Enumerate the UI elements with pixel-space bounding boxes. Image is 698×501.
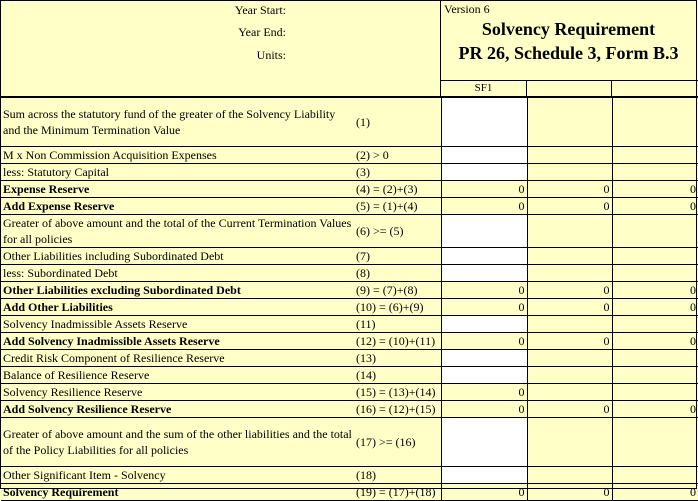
value-cell-col3: 0 [612, 299, 698, 316]
value-cell-col2 [527, 98, 612, 147]
row-description: Greater of above amount and the sum of the other liabilities and the total of the Policy Liabilities for all policies [1, 418, 354, 467]
value-cell-col3: 0 [612, 181, 698, 198]
header-title-panel [441, 1, 698, 81]
value-cell-col1[interactable] [441, 367, 527, 384]
value-cell-col3 [612, 467, 698, 484]
value-cell-col3 [612, 384, 698, 401]
row-formula: (6) >= (5) [354, 215, 441, 248]
header-info-panel [1, 1, 441, 97]
value-cell-col2 [527, 384, 612, 401]
row-formula: (17) >= (16) [354, 418, 441, 467]
table-row [1, 147, 698, 164]
value-cell-col2: 0 [527, 181, 612, 198]
table-row [1, 384, 698, 401]
row-formula: (12) = (10)+(11) [354, 333, 441, 350]
row-description: Expense Reserve [1, 181, 354, 198]
table-row [1, 367, 698, 384]
table-row [1, 98, 698, 147]
row-description: M x Non Commission Acquisition Expenses [1, 147, 354, 164]
column-header-sf1: SF1 [441, 81, 527, 97]
value-cell-col1[interactable] [441, 215, 527, 248]
table-row [1, 198, 698, 215]
value-cell-col3 [612, 265, 698, 282]
table-row [1, 265, 698, 282]
value-cell-col2 [527, 467, 612, 484]
version-label: Version 6 [444, 2, 490, 16]
row-description: Add Expense Reserve [1, 198, 354, 215]
row-formula: (16) = (12)+(15) [354, 401, 441, 418]
value-cell-col3 [612, 164, 698, 181]
form-subtitle: PR 26, Schedule 3, Form B.3 [458, 43, 679, 63]
value-cell-col1[interactable] [441, 350, 527, 367]
value-cell-col1: 0 [441, 484, 527, 501]
value-cell-col2: 0 [527, 333, 612, 350]
row-formula: (11) [354, 316, 441, 333]
value-cell-col1: 0 [441, 181, 527, 198]
row-description: Other Liabilities including Subordinated Debt [1, 248, 354, 265]
value-cell-col1: 0 [441, 282, 527, 299]
value-cell-col1[interactable] [441, 467, 527, 484]
row-formula: (9) = (7)+(8) [354, 282, 441, 299]
table-row [1, 248, 698, 265]
row-formula: (14) [354, 367, 441, 384]
value-cell-col3: 0 [612, 484, 698, 501]
row-description: less: Subordinated Debt [1, 265, 354, 282]
year-end-label: Year End: [238, 25, 286, 39]
value-cell-col2 [527, 350, 612, 367]
row-description: Greater of above amount and the total of the Current Termination Values for all policies [1, 215, 354, 248]
row-description: Solvency Inadmissible Assets Reserve [1, 316, 354, 333]
value-cell-col1[interactable] [441, 147, 527, 164]
value-cell-col2: 0 [527, 484, 612, 501]
row-formula: (10) = (6)+(9) [354, 299, 441, 316]
value-cell-col2: 0 [527, 401, 612, 418]
value-cell-col3: 0 [612, 282, 698, 299]
value-cell-col3 [612, 215, 698, 248]
table-row [1, 164, 698, 181]
value-cell-col2 [527, 418, 612, 467]
value-cell-col1[interactable] [441, 248, 527, 265]
value-cell-col2 [527, 265, 612, 282]
row-formula: (18) [354, 467, 441, 484]
value-cell-col2: 0 [527, 299, 612, 316]
value-cell-col3 [612, 367, 698, 384]
value-cell-col3: 0 [612, 333, 698, 350]
value-cell-col1: 0 [441, 299, 527, 316]
value-cell-col3 [612, 147, 698, 164]
row-formula: (19) = (17)+(18) [354, 484, 441, 501]
row-formula: (5) = (1)+(4) [354, 198, 441, 215]
row-formula: (13) [354, 350, 441, 367]
row-description: Other Significant Item - Solvency [1, 467, 354, 484]
value-cell-col1[interactable] [441, 164, 527, 181]
row-formula: (1) [354, 98, 441, 147]
row-description: less: Statutory Capital [1, 164, 354, 181]
row-description: Credit Risk Component of Resilience Reserve [1, 350, 354, 367]
value-cell-col1[interactable] [441, 316, 527, 333]
value-cell-col2: 0 [527, 282, 612, 299]
row-formula: (15) = (13)+(14) [354, 384, 441, 401]
row-description: Solvency Requirement [1, 484, 354, 501]
row-formula: (2) > 0 [354, 147, 441, 164]
table-row [1, 181, 698, 198]
table-row [1, 299, 698, 316]
value-cell-col1[interactable] [441, 265, 527, 282]
row-description: Solvency Resilience Reserve [1, 384, 354, 401]
table-row [1, 282, 698, 299]
table-row [1, 215, 698, 248]
column-header-2 [527, 81, 612, 97]
row-description: Add Solvency Resilience Reserve [1, 401, 354, 418]
value-cell-col1: 0 [441, 401, 527, 418]
column-header-3 [612, 81, 698, 97]
row-description: Add Solvency Inadmissible Assets Reserve [1, 333, 354, 350]
units-label: Units: [256, 48, 286, 62]
table-row [1, 467, 698, 484]
value-cell-col2 [527, 248, 612, 265]
row-description: Sum across the statutory fund of the greater of the Solvency Liability and the Minimum Termination Value [1, 98, 354, 147]
value-cell-col1: 0 [441, 384, 527, 401]
value-cell-col3 [612, 316, 698, 333]
value-cell-col1: 0 [441, 198, 527, 215]
value-cell-col3 [612, 98, 698, 147]
year-start-label: Year Start: [234, 3, 286, 17]
table-row [1, 418, 698, 467]
row-formula: (7) [354, 248, 441, 265]
row-description: Balance of Resilience Reserve [1, 367, 354, 384]
solvency-table [1, 97, 698, 501]
value-cell-col2 [527, 316, 612, 333]
value-cell-col3 [612, 350, 698, 367]
row-formula: (4) = (2)+(3) [354, 181, 441, 198]
value-cell-col2: 0 [527, 198, 612, 215]
value-cell-col1[interactable] [441, 418, 527, 467]
row-formula: (8) [354, 265, 441, 282]
value-cell-col1: 0 [441, 333, 527, 350]
value-cell-col3 [612, 248, 698, 265]
row-description: Other Liabilities excluding Subordinated Debt [1, 282, 354, 299]
table-row [1, 333, 698, 350]
value-cell-col2 [527, 147, 612, 164]
table-row [1, 316, 698, 333]
value-cell-col2 [527, 215, 612, 248]
value-cell-col3: 0 [612, 401, 698, 418]
value-cell-col2 [527, 164, 612, 181]
value-cell-col1[interactable] [441, 98, 527, 147]
form-title: Solvency Requirement [481, 19, 656, 39]
value-cell-col3 [612, 418, 698, 467]
table-row [1, 401, 698, 418]
table-row [1, 350, 698, 367]
value-cell-col3: 0 [612, 198, 698, 215]
row-formula: (3) [354, 164, 441, 181]
value-cell-col2 [527, 367, 612, 384]
table-row [1, 484, 698, 501]
row-description: Add Other Liabilities [1, 299, 354, 316]
